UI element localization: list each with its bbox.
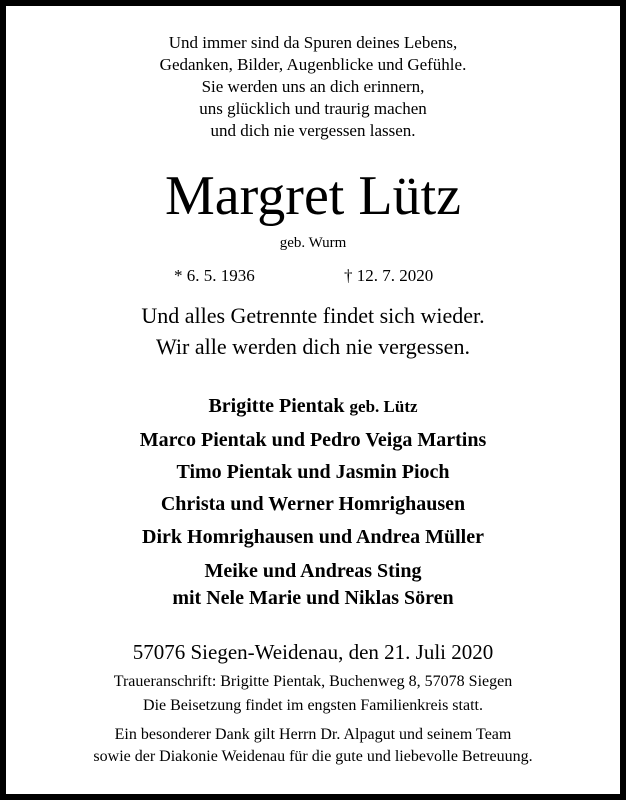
thanks-line: Ein besonderer Dank gilt Herrn Dr. Alpagut und seinem Team [114, 726, 512, 743]
poem-line: Gedanken, Bilder, Augenblicke und Gefühle. [159, 55, 467, 74]
death-date: † 12. 7. 2020 [344, 266, 434, 285]
birth-date: * 6. 5. 1936 [174, 266, 255, 285]
poem-line: uns glücklich und traurig machen [199, 99, 427, 118]
family-member: Timo Pientak und Jasmin Pioch [176, 461, 450, 483]
family-member: Dirk Homrighausen und Andrea Müller [142, 526, 484, 548]
thanks-line: sowie der Diakonie Weidenau für die gute und liebevolle Betreuung. [93, 748, 533, 765]
deceased-name: Margret Lütz [165, 165, 461, 227]
family-member: Christa und Werner Homrighausen [160, 493, 466, 515]
family-member-first [6, 393, 620, 420]
mourning-address: Traueranschrift: Brigitte Pientak, Buchenweg 8, 57078 Siegen [113, 673, 513, 690]
quote-line: Und alles Getrennte findet sich wieder. [141, 303, 485, 328]
birth-name: geb. Wurm [279, 235, 347, 251]
family-member-name: Brigitte Pientak [208, 395, 345, 417]
family-member: mit Nele Marie und Niklas Sören [172, 587, 454, 609]
poem-line: und dich nie vergessen lassen. [210, 121, 416, 140]
quote-line: Wir alle werden dich nie vergessen. [156, 334, 470, 359]
place-date: 57076 Siegen-Weidenau, den 21. Juli 2020 [132, 640, 494, 664]
poem-line: Sie werden uns an dich erinnern, [201, 77, 425, 96]
family-member-birth-name: geb. Lütz [349, 397, 418, 416]
burial-note: Die Beisetzung findet im engsten Familienkreis statt. [143, 697, 483, 714]
family-member: Meike und Andreas Sting [204, 560, 422, 582]
poem-line: Und immer sind da Spuren deines Lebens, [168, 33, 458, 52]
family-member: Marco Pientak und Pedro Veiga Martins [139, 429, 487, 451]
